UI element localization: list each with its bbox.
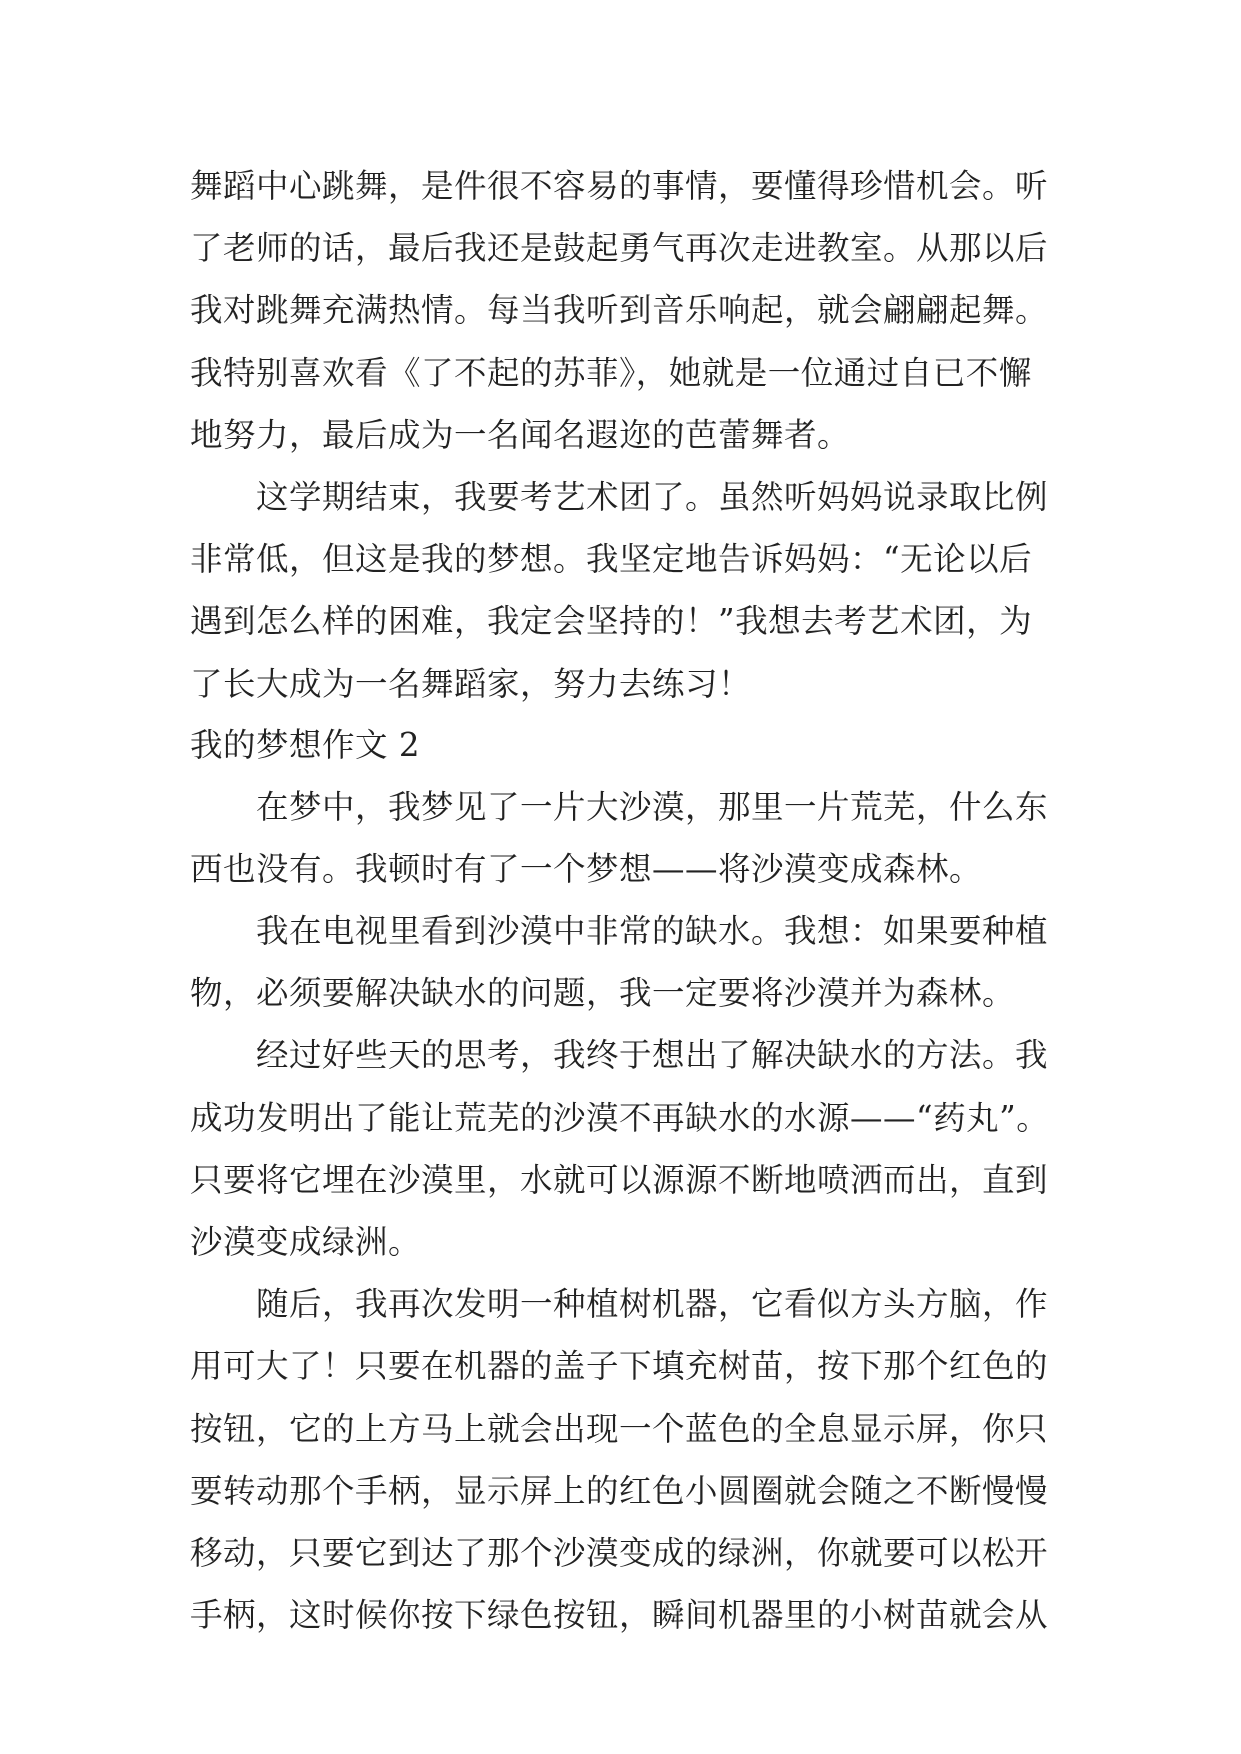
text-line: 只要将它埋在沙漠里，水就可以源源不断地喷洒而出，直到 xyxy=(190,1160,1049,1199)
text-line: 我在电视里看到沙漠中非常的缺水。我想：如果要种植 xyxy=(256,912,1049,951)
text-line: 了老师的话，最后我还是鼓起勇气再次走进教室。从那以后 xyxy=(190,229,1049,268)
text-line: 成功发明出了能让荒芜的沙漠不再缺水的水源——“药丸”。 xyxy=(190,1098,1050,1137)
section-heading: 我的梦想作文 2 xyxy=(190,725,421,764)
paragraph xyxy=(190,776,1090,900)
paragraph xyxy=(190,1024,1090,1273)
text-line: 手柄，这时候你按下绿色按钮，瞬间机器里的小树苗就会从 xyxy=(190,1596,1049,1635)
text-line: 地努力，最后成为一名闻名遐迩的芭蕾舞者。 xyxy=(190,415,851,454)
text-line: 用可大了！只要在机器的盖子下填充树苗，按下那个红色的 xyxy=(190,1347,1049,1386)
text-line: 舞蹈中心跳舞，是件很不容易的事情，要懂得珍惜机会。听 xyxy=(190,167,1049,205)
text-line: 这学期结束，我要考艺术团了。虽然听妈妈说录取比例 xyxy=(256,477,1049,516)
document-body xyxy=(190,155,1090,1646)
text-line: 要转动那个手柄，显示屏上的红色小圆圈就会随之不断慢慢 xyxy=(190,1471,1049,1510)
paragraph xyxy=(190,466,1090,715)
paragraph xyxy=(190,900,1090,1024)
text-line: 移动，只要它到达了那个沙漠变成的绿洲，你就要可以松开 xyxy=(190,1533,1049,1572)
text-line: 随后，我再次发明一种植树机器，它看似方头方脑，作 xyxy=(256,1285,1049,1324)
text-line: 按钮，它的上方马上就会出现一个蓝色的全息显示屏，你只 xyxy=(190,1409,1049,1448)
text-line: 我特别喜欢看《了不起的苏菲》，她就是一位通过自已不懈 xyxy=(190,353,1032,392)
paragraph xyxy=(190,1273,1090,1646)
text-line: 非常低，但这是我的梦想。我坚定地告诉妈妈：“无论以后 xyxy=(190,540,1033,579)
paragraph xyxy=(190,155,1090,466)
text-line: 了长大成为一名舞蹈家，努力去练习！ xyxy=(190,664,752,703)
text-line: 沙漠变成绿洲。 xyxy=(190,1223,422,1261)
text-line: 我对跳舞充满热情。每当我听到音乐响起，就会翩翩起舞。 xyxy=(190,291,1049,330)
text-line: 遇到怎么样的困难，我定会坚持的！”我想去考艺术团，为 xyxy=(190,602,1033,641)
text-line: 在梦中，我梦见了一片大沙漠，那里一片荒芜，什么东 xyxy=(256,787,1049,826)
text-line: 西也没有。我顿时有了一个梦想——将沙漠变成森林。 xyxy=(190,849,983,888)
text-line: 经过好些天的思考，我终于想出了解决缺水的方法。我 xyxy=(256,1036,1049,1075)
text-line: 物，必须要解决缺水的问题，我一定要将沙漠并为森林。 xyxy=(190,974,1016,1013)
